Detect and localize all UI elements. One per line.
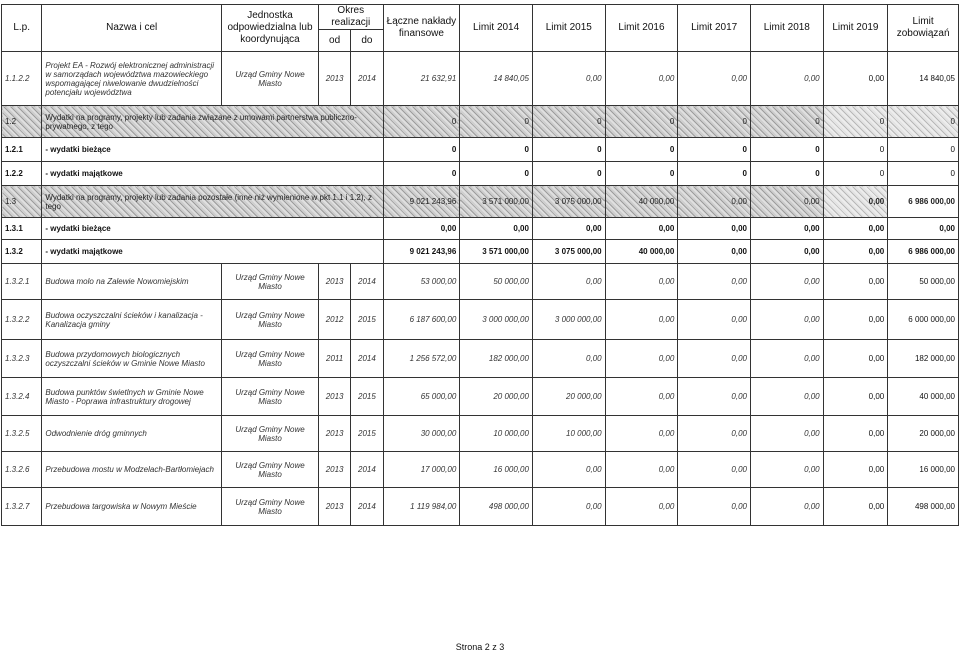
row-total: 9 021 243,96: [383, 240, 460, 264]
row-limit-2019: 0,00: [823, 300, 888, 340]
row-limit-2018: 0,00: [750, 218, 823, 240]
row-commitment: 6 986 000,00: [888, 186, 959, 218]
row-from: 2012: [318, 300, 350, 340]
row-limit-2015: 0,00: [532, 488, 605, 526]
row-limit-2015: 0,00: [532, 452, 605, 488]
row-limit-2019: 0,00: [823, 340, 888, 378]
row-limit-2015: 3 075 000,00: [532, 186, 605, 218]
row-limit-2015: 0,00: [532, 264, 605, 300]
row-limit-2018: 0: [750, 106, 823, 138]
row-limit-2019: 0: [823, 106, 888, 138]
row-limit-2016: 0: [605, 106, 678, 138]
row-lp: 1.3.2.6: [2, 452, 42, 488]
row-limit-2019: 0,00: [823, 186, 888, 218]
row-to: 2014: [351, 452, 383, 488]
row-name: Budowa molo na Zalewie Nowomiejskim: [42, 264, 222, 300]
table-row: [2, 162, 959, 186]
table-row: [2, 300, 959, 340]
row-limit-2016: 0,00: [605, 378, 678, 416]
row-commitment: 498 000,00: [888, 488, 959, 526]
row-name: Wydatki na programy, projekty lub zadania pozostałe (inne niż wymienione w pkt 1.1 i 1.2), z tego: [42, 186, 383, 218]
financial-table: [1, 4, 959, 526]
header-unit: Jednostka odpowiedzialna lub koordynująca: [222, 5, 319, 52]
table-row: [2, 340, 959, 378]
row-limit-2018: 0: [750, 162, 823, 186]
row-unit: Urząd Gminy Nowe Miasto: [222, 488, 319, 526]
row-name: Budowa punktów świetlnych w Gminie Nowe Miasto - Poprawa infrastruktury drogowej: [42, 378, 222, 416]
row-limit-2014: 0,00: [460, 218, 533, 240]
header-limit-2015: Limit 2015: [532, 5, 605, 52]
row-total: 30 000,00: [383, 416, 460, 452]
row-limit-2014: 3 571 000,00: [460, 186, 533, 218]
row-limit-2017: 0,00: [678, 300, 751, 340]
row-limit-2018: 0,00: [750, 378, 823, 416]
row-lp: 1.3.2: [2, 240, 42, 264]
row-limit-2015: 0: [532, 106, 605, 138]
row-limit-2017: 0: [678, 106, 751, 138]
row-unit: Urząd Gminy Nowe Miasto: [222, 340, 319, 378]
row-name: Budowa przydomowych biologicznych oczyszczalni ścieków w Gminie Nowe Miasto: [42, 340, 222, 378]
page-number: Strona 2 z 3: [455, 642, 505, 652]
row-total: 21 632,91: [383, 52, 460, 106]
table-row: [2, 416, 959, 452]
row-lp: 1.1.2.2: [2, 52, 42, 106]
row-total: 6 187 600,00: [383, 300, 460, 340]
row-limit-2018: 0,00: [750, 52, 823, 106]
row-limit-2019: 0,00: [823, 416, 888, 452]
table-row: [2, 106, 959, 138]
table-row: [2, 240, 959, 264]
header-limit-2016: Limit 2016: [605, 5, 678, 52]
row-from: 2013: [318, 52, 350, 106]
header-limit-2017: Limit 2017: [678, 5, 751, 52]
row-limit-2016: 0,00: [605, 488, 678, 526]
row-lp: 1.3.2.1: [2, 264, 42, 300]
row-lp: 1.3: [2, 186, 42, 218]
row-limit-2016: 0: [605, 162, 678, 186]
row-limit-2016: 0,00: [605, 52, 678, 106]
row-limit-2016: 0,00: [605, 300, 678, 340]
row-commitment: 16 000,00: [888, 452, 959, 488]
row-limit-2017: 0,00: [678, 264, 751, 300]
row-limit-2014: 16 000,00: [460, 452, 533, 488]
row-lp: 1.3.2.4: [2, 378, 42, 416]
row-limit-2015: 10 000,00: [532, 416, 605, 452]
header-limit-2018: Limit 2018: [750, 5, 823, 52]
row-limit-2014: 0: [460, 162, 533, 186]
row-limit-2016: 0,00: [605, 218, 678, 240]
row-lp: 1.3.1: [2, 218, 42, 240]
row-limit-2017: 0: [678, 162, 751, 186]
row-name: - wydatki bieżące: [42, 138, 383, 162]
row-name: Budowa oczyszczalni ścieków i kanalizacja - Kanalizacja gminy: [42, 300, 222, 340]
row-total: 1 119 984,00: [383, 488, 460, 526]
row-limit-2019: 0,00: [823, 378, 888, 416]
row-name: Przebudowa targowiska w Nowym Mieście: [42, 488, 222, 526]
row-limit-2017: 0,00: [678, 416, 751, 452]
row-limit-2019: 0,00: [823, 218, 888, 240]
table-row: [2, 186, 959, 218]
row-to: 2014: [351, 488, 383, 526]
row-limit-2016: 0,00: [605, 416, 678, 452]
row-name: - wydatki majątkowe: [42, 240, 383, 264]
table-row: [2, 452, 959, 488]
row-lp: 1.2: [2, 106, 42, 138]
row-limit-2017: 0,00: [678, 186, 751, 218]
row-lp: 1.2.2: [2, 162, 42, 186]
row-from: 2013: [318, 452, 350, 488]
row-limit-2014: 0: [460, 106, 533, 138]
row-commitment: 0: [888, 162, 959, 186]
row-commitment: 6 000 000,00: [888, 300, 959, 340]
header-total: Łączne nakłady finansowe: [383, 5, 460, 52]
row-limit-2015: 3 000 000,00: [532, 300, 605, 340]
row-unit: Urząd Gminy Nowe Miasto: [222, 52, 319, 106]
row-unit: Urząd Gminy Nowe Miasto: [222, 452, 319, 488]
row-total: 0: [383, 138, 460, 162]
row-unit: Urząd Gminy Nowe Miasto: [222, 378, 319, 416]
row-to: 2015: [351, 378, 383, 416]
row-limit-2015: 0: [532, 138, 605, 162]
row-limit-2014: 14 840,05: [460, 52, 533, 106]
row-name: Odwodnienie dróg gminnych: [42, 416, 222, 452]
row-limit-2018: 0,00: [750, 452, 823, 488]
row-limit-2017: 0,00: [678, 218, 751, 240]
table-row: [2, 264, 959, 300]
row-limit-2015: 0: [532, 162, 605, 186]
row-unit: Urząd Gminy Nowe Miasto: [222, 416, 319, 452]
row-limit-2016: 0: [605, 138, 678, 162]
row-lp: 1.3.2.5: [2, 416, 42, 452]
row-limit-2016: 40 000,00: [605, 186, 678, 218]
row-limit-2015: 0,00: [532, 218, 605, 240]
row-to: 2014: [351, 52, 383, 106]
row-total: 65 000,00: [383, 378, 460, 416]
row-limit-2017: 0: [678, 138, 751, 162]
header-limit-2019: Limit 2019: [823, 5, 888, 52]
row-lp: 1.3.2.7: [2, 488, 42, 526]
row-from: 2011: [318, 340, 350, 378]
row-name: - wydatki bieżące: [42, 218, 383, 240]
row-commitment: 6 986 000,00: [888, 240, 959, 264]
header-limit-2014: Limit 2014: [460, 5, 533, 52]
row-limit-2016: 0,00: [605, 264, 678, 300]
row-limit-2019: 0,00: [823, 52, 888, 106]
row-limit-2017: 0,00: [678, 340, 751, 378]
row-unit: Urząd Gminy Nowe Miasto: [222, 300, 319, 340]
row-limit-2018: 0,00: [750, 264, 823, 300]
table-row: [2, 138, 959, 162]
row-from: 2013: [318, 488, 350, 526]
row-total: 1 256 572,00: [383, 340, 460, 378]
header-period-from: od: [318, 30, 350, 52]
row-limit-2014: 20 000,00: [460, 378, 533, 416]
row-limit-2014: 182 000,00: [460, 340, 533, 378]
row-total: 0,00: [383, 218, 460, 240]
row-from: 2013: [318, 416, 350, 452]
row-name: Wydatki na programy, projekty lub zadania związane z umowami partnerstwa publiczno-prywatnego, z tego: [42, 106, 383, 138]
row-limit-2014: 10 000,00: [460, 416, 533, 452]
row-limit-2019: 0,00: [823, 488, 888, 526]
row-limit-2019: 0,00: [823, 452, 888, 488]
row-limit-2019: 0,00: [823, 240, 888, 264]
header-period-to: do: [351, 30, 383, 52]
row-limit-2015: 0,00: [532, 52, 605, 106]
row-limit-2017: 0,00: [678, 52, 751, 106]
header-period: Okres realizacji: [318, 5, 383, 30]
row-commitment: 0: [888, 138, 959, 162]
row-limit-2018: 0,00: [750, 240, 823, 264]
row-total: 17 000,00: [383, 452, 460, 488]
row-total: 9 021 243,96: [383, 186, 460, 218]
row-limit-2018: 0,00: [750, 186, 823, 218]
row-total: 0: [383, 162, 460, 186]
row-lp: 1.2.1: [2, 138, 42, 162]
row-from: 2013: [318, 378, 350, 416]
row-commitment: 0,00: [888, 218, 959, 240]
row-limit-2017: 0,00: [678, 452, 751, 488]
row-to: 2014: [351, 264, 383, 300]
row-limit-2014: 3 000 000,00: [460, 300, 533, 340]
row-lp: 1.3.2.2: [2, 300, 42, 340]
row-to: 2015: [351, 416, 383, 452]
header-name: Nazwa i cel: [42, 5, 222, 52]
row-limit-2019: 0,00: [823, 264, 888, 300]
row-limit-2018: 0,00: [750, 416, 823, 452]
row-limit-2019: 0: [823, 162, 888, 186]
row-limit-2018: 0: [750, 138, 823, 162]
row-limit-2014: 0: [460, 138, 533, 162]
row-limit-2015: 20 000,00: [532, 378, 605, 416]
row-commitment: 182 000,00: [888, 340, 959, 378]
row-limit-2014: 50 000,00: [460, 264, 533, 300]
row-total: 53 000,00: [383, 264, 460, 300]
row-limit-2016: 40 000,00: [605, 240, 678, 264]
row-limit-2015: 0,00: [532, 340, 605, 378]
row-limit-2015: 3 075 000,00: [532, 240, 605, 264]
row-commitment: 40 000,00: [888, 378, 959, 416]
row-limit-2018: 0,00: [750, 300, 823, 340]
row-limit-2016: 0,00: [605, 340, 678, 378]
row-name: - wydatki majątkowe: [42, 162, 383, 186]
row-name: Projekt EA - Rozwój elektronicznej administracji w samorządach województwa mazowieckiego wspomagającej niwelowanie dwudzielności potencjału województwa: [42, 52, 222, 106]
row-commitment: 50 000,00: [888, 264, 959, 300]
row-name: Przebudowa mostu w Modzelach-Bartłomiejach: [42, 452, 222, 488]
header-lp: L.p.: [2, 5, 42, 52]
table-row: [2, 52, 959, 106]
row-limit-2017: 0,00: [678, 240, 751, 264]
row-unit: Urząd Gminy Nowe Miasto: [222, 264, 319, 300]
table-row: [2, 378, 959, 416]
row-limit-2017: 0,00: [678, 378, 751, 416]
row-from: 2013: [318, 264, 350, 300]
header-commitment-limit: Limit zobowiązań: [888, 5, 959, 52]
row-total: 0: [383, 106, 460, 138]
row-limit-2018: 0,00: [750, 488, 823, 526]
row-limit-2014: 3 571 000,00: [460, 240, 533, 264]
row-limit-2017: 0,00: [678, 488, 751, 526]
table-row: [2, 488, 959, 526]
table-row: [2, 218, 959, 240]
row-limit-2016: 0,00: [605, 452, 678, 488]
row-commitment: 20 000,00: [888, 416, 959, 452]
row-commitment: 14 840,05: [888, 52, 959, 106]
row-to: 2015: [351, 300, 383, 340]
row-to: 2014: [351, 340, 383, 378]
row-commitment: 0: [888, 106, 959, 138]
row-limit-2018: 0,00: [750, 340, 823, 378]
row-limit-2019: 0: [823, 138, 888, 162]
row-limit-2014: 498 000,00: [460, 488, 533, 526]
row-lp: 1.3.2.3: [2, 340, 42, 378]
